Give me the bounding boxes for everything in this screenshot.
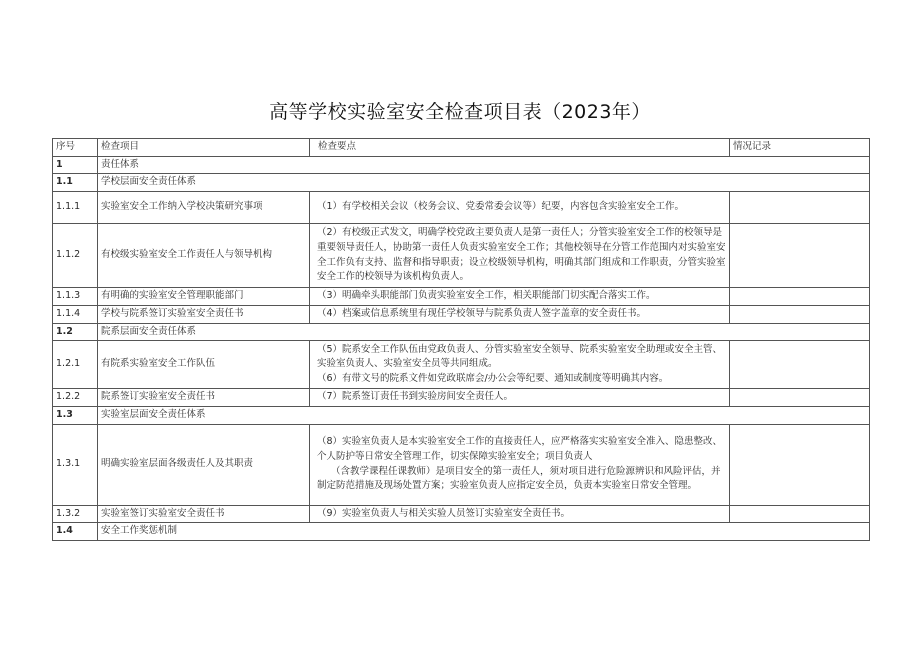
record-cell[interactable] (730, 505, 870, 523)
header-no: 序号 (53, 139, 98, 157)
item-name: 有院系实验室安全工作队伍 (98, 341, 310, 389)
check-points (310, 389, 730, 407)
check-point-text: （7）院系签订责任书到实验房间安全责任人。 (317, 391, 514, 403)
section-title: 实验室层面安全责任体系 (98, 407, 870, 425)
section-title: 安全工作奖惩机制 (98, 523, 870, 541)
table-row (53, 192, 870, 224)
check-point-text: （8）实验室负责人是本实验室安全工作的直接责任人，应严格落实实验室安全准入、隐患整改、个人防护等日常安全管理工作，切实保障实验室安全；项目负责人 (317, 436, 723, 463)
table-row (53, 424, 870, 505)
check-point-text: （1）有学校相关会议（校务会议、党委常委会议等）纪要，内容包含实验室安全工作。 (317, 201, 685, 213)
record-cell[interactable] (730, 224, 870, 288)
section-row (53, 323, 870, 341)
item-name: 有校级实验室安全工作责任人与领导机构 (98, 224, 310, 288)
check-points (310, 341, 730, 389)
check-points (310, 505, 730, 523)
section-number: 1 (53, 156, 98, 174)
item-number: 1.1.4 (53, 305, 98, 323)
check-point-text: （3）明确牵头职能部门负责实验室安全工作，相关职能部门切实配合落实工作。 (317, 290, 656, 302)
section-row (53, 523, 870, 541)
check-points (310, 288, 730, 306)
check-point-text: （含教学课程任课教师）是项目安全的第一责任人，须对项目进行危险源辨识和风险评估，并制定防范措施及现场处置方案；实验室负责人应指定安全员，负责本实验室日常安全管理。 (317, 465, 721, 492)
item-number: 1.1.1 (53, 192, 98, 224)
item-number: 1.1.2 (53, 224, 98, 288)
item-number: 1.2.1 (53, 341, 98, 389)
item-number: 1.3.2 (53, 505, 98, 523)
check-points (310, 192, 730, 224)
section-title: 责任体系 (98, 156, 870, 174)
check-point-text: （9）实验室负责人与相关实验人员签订实验室安全责任书。 (317, 507, 571, 519)
header-row (53, 139, 870, 157)
item-number: 1.1.3 (53, 288, 98, 306)
table-row (53, 305, 870, 323)
check-point-text: （2）有校级正式发文，明确学校党政主要负责人是第一责任人；分管实验室安全工作的校领导是重要领导责任人，协助第一责任人负责实验室安全工作；其他校领导在分管工作范围内对实验室安全工作负有支持、监督和指导职责；设立校级领导机构，明确其部门组成和工作职责，分管实验室安全工作的校领导为该机构负责人。 (317, 227, 726, 283)
table-row (53, 389, 870, 407)
item-name: 明确实验室层面各级责任人及其职责 (98, 424, 310, 505)
item-name: 实验室安全工作纳入学校决策研究事项 (98, 192, 310, 224)
section-title: 学校层面安全责任体系 (98, 174, 870, 192)
item-name: 实验室签订实验室安全责任书 (98, 505, 310, 523)
record-cell[interactable] (730, 288, 870, 306)
check-points (310, 224, 730, 288)
section-number: 1.1 (53, 174, 98, 192)
header-item: 检查项目 (98, 139, 310, 157)
inspection-table (52, 138, 870, 541)
table-row (53, 505, 870, 523)
record-cell[interactable] (730, 192, 870, 224)
record-cell[interactable] (730, 389, 870, 407)
item-name: 学校与院系签订实验室安全责任书 (98, 305, 310, 323)
record-cell[interactable] (730, 424, 870, 505)
page-title: 高等学校实验室安全检查项目表（2023年） (269, 101, 651, 123)
check-point-text: （4）档案或信息系统里有现任学校领导与院系负责人签字盖章的安全责任书。 (317, 307, 647, 319)
table-row (53, 341, 870, 389)
check-points (310, 424, 730, 505)
section-row (53, 174, 870, 192)
record-cell[interactable] (730, 341, 870, 389)
item-name: 院系签订实验室安全责任书 (98, 389, 310, 407)
section-number: 1.2 (53, 323, 98, 341)
section-title: 院系层面安全责任体系 (98, 323, 870, 341)
header-points: 检查要点 (310, 139, 730, 157)
item-number: 1.3.1 (53, 424, 98, 505)
table-row (53, 224, 870, 288)
section-row (53, 156, 870, 174)
section-number: 1.3 (53, 407, 98, 425)
header-record: 情况记录 (730, 139, 870, 157)
check-points (310, 305, 730, 323)
item-number: 1.2.2 (53, 389, 98, 407)
section-row (53, 407, 870, 425)
check-point-text: （5）院系安全工作队伍由党政负责人、分管实验室安全领导、院系实验室安全助理或安全主管、实验室负责人、实验室安全员等共同组成。 (317, 343, 723, 370)
check-point-text: （6）有带文号的院系文件如党政联席会/办公会等纪要、通知或制度等明确其内容。 (317, 373, 669, 385)
section-number: 1.4 (53, 523, 98, 541)
item-name: 有明确的实验室安全管理职能部门 (98, 288, 310, 306)
table-row (53, 288, 870, 306)
record-cell[interactable] (730, 305, 870, 323)
